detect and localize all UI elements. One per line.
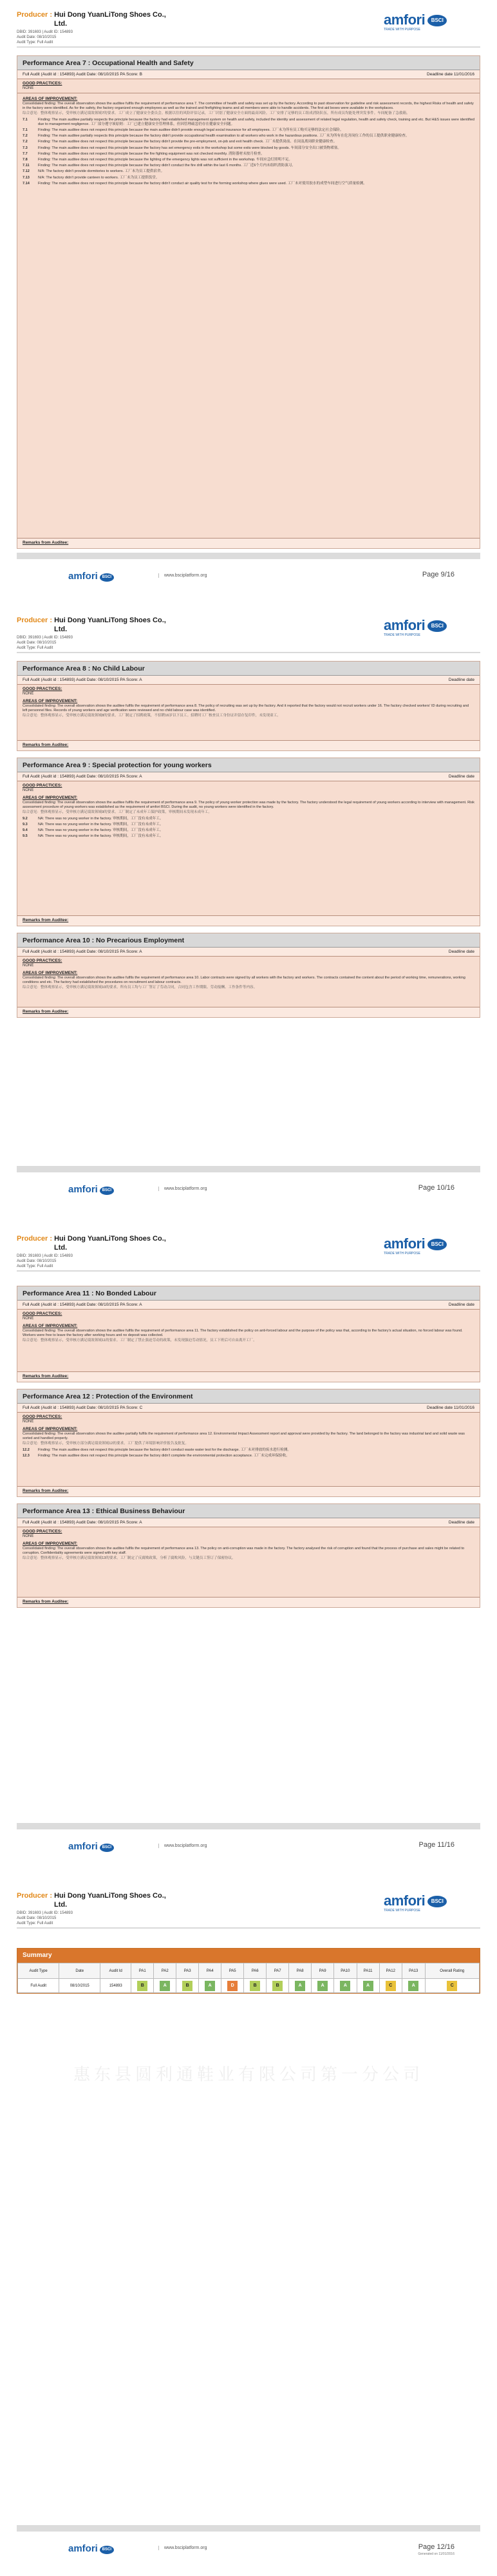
col-header: PA9 <box>312 1963 334 1979</box>
deadline-date: Deadline date 11/01/2016 <box>427 72 474 77</box>
deadline-date: Deadline date <box>448 678 474 682</box>
meta-line: DBID: 391693 | Audit ID: 154893 <box>17 1254 73 1258</box>
grade-badge: B <box>250 1981 260 1991</box>
finding-item <box>17 834 480 839</box>
section-title: Performance Area 7 : Occupational Health and Safety <box>17 56 480 70</box>
page-footer <box>17 553 480 593</box>
logo-tagline: TRADE WITH PURPOSE <box>384 1252 420 1255</box>
grade-badge: A <box>408 1981 418 1991</box>
footer-url[interactable]: www.bsciplatform.org <box>158 573 207 578</box>
producer-block <box>17 10 166 28</box>
audit-line: Full Audit (Audit id : 154893) Audit Date: 08/10/2015 PA Score: A <box>23 774 142 779</box>
finding-number: 7.8 <box>23 158 28 162</box>
col-header: PA11 <box>357 1963 379 1979</box>
producer-label: Producer : <box>17 616 53 624</box>
finding-number: 7.2 <box>23 140 28 144</box>
meta-line: Audit Type: Full Audit <box>17 1264 53 1268</box>
audit-meta <box>17 635 73 651</box>
deadline-date: Deadline date <box>448 949 474 954</box>
deadline-date: Deadline date <box>448 1520 474 1525</box>
consolidated-finding-cn: 综合意见：整体观察显示，受审核方满足绩效领域11的要求。工厂制定了禁止强迫劳动的政策，未发现强迫劳动情况，员工下班后可自由离开工厂。 <box>23 1339 257 1343</box>
footer-url[interactable]: www.bsciplatform.org <box>158 1187 207 1191</box>
finding-number: 9.4 <box>23 828 28 833</box>
finding-text: NA: There was no young worker in the factory. 审核期间，工厂没有未成年工。 <box>38 834 164 839</box>
report-header <box>17 1891 480 1929</box>
areas-label: AREAS OF IMPROVEMENT: <box>23 796 78 800</box>
cell-audit-type: Full Audit <box>18 1979 59 1993</box>
grade-badge: D <box>227 1981 238 1991</box>
cell-pa5 <box>221 1979 244 1993</box>
footer-logo-text: amfori <box>68 2543 98 2554</box>
meta-line: Audit Type: Full Audit <box>17 1922 53 1925</box>
finding-item <box>17 139 480 145</box>
cell-audit-id: 154893 <box>100 1979 131 1993</box>
bsci-badge: BSCI <box>427 1896 447 1907</box>
report-header <box>17 10 480 48</box>
section-title: Performance Area 12 : Protection of the Environment <box>17 1389 480 1404</box>
good-practices-label: GOOD PRACTICES: <box>23 687 62 691</box>
good-practices-value: NONE <box>23 1317 34 1321</box>
good-practices-value: NONE <box>23 86 34 90</box>
col-header: PA5 <box>221 1963 244 1979</box>
summary-heading: Summary <box>17 1949 480 1963</box>
meta-line: Audit Date: 08/10/2015 <box>17 35 57 39</box>
producer-label: Producer : <box>17 1892 53 1900</box>
finding-item <box>17 146 480 151</box>
logo-text: amfori <box>384 1236 426 1252</box>
finding-item <box>17 175 480 181</box>
finding-text: Finding: The main auditee does not respect this principle because the factory has set emergency exits in the workshop but some exits were blocked by goods. 车间部分安全出口被货物堵塞。 <box>38 146 341 150</box>
finding-item <box>17 128 480 133</box>
remarks-label: Remarks from Auditee: <box>17 538 480 548</box>
consolidated-finding-cn: 综合意见：整体观察显示，受审核方满足绩效领域13的要求。工厂制定了反腐败政策，分析了腐败风险，与关键员工签订了保密协议。 <box>23 1556 236 1561</box>
producer-block <box>17 1234 166 1252</box>
areas-label: AREAS OF IMPROVEMENT: <box>23 1541 78 1546</box>
summary-section <box>17 1948 480 1994</box>
consolidated-finding-cn: 综合意见：整体观察显示，受审核方满足绩效领域7的要求。工厂成立了健康安全委员会。根据以往的风险评估记录，工厂识别了健康安全方面的最高风险。工厂安排了足够的员工组成消防队伍，所有成员均能处理突发事件。车间配备了急救箱。 <box>23 111 410 116</box>
audit-row <box>17 70 480 79</box>
deadline-date: Deadline date <box>448 774 474 779</box>
finding-number: 9.5 <box>23 834 28 839</box>
finding-text: Finding: The main auditee partially respects this principle because the factory didn't provide occupational health examination to all workers who work in the hazardous positions. 工厂未为所有在危害岗位工作的员工提供职业健康检查。 <box>38 134 409 138</box>
finding-text: Finding: The main auditee does not respect this principle because the factory didn't conduct air quality test for the forming workshop where glues were used. 工厂未对使用胶水的成型车间进行空气质量检测。 <box>38 181 367 186</box>
consolidated-finding: Consolidated finding: The overall observation shows the auditee fulfils the requirement of performance area 8. The policy of recruiting was set up by the factory. And it reported that the factory would not recruit workers under 16. The factory checked workers' ID during recruiting and left personnel files. Records of young workers and age verification were reviewed and no child labour case was identified. <box>23 704 469 713</box>
section-pa9 <box>17 758 480 926</box>
cell-pa2 <box>154 1979 176 1993</box>
report-header <box>17 1234 480 1272</box>
col-header: PA8 <box>289 1963 312 1979</box>
remarks-label: Remarks from Auditee: <box>17 915 480 926</box>
deadline-date: Deadline date 11/01/2016 <box>427 1406 474 1410</box>
footer-logo <box>68 571 114 582</box>
meta-line: DBID: 391693 | Audit ID: 154893 <box>17 30 73 34</box>
finding-text: Finding: The main auditee does not respect this principle because the fire fighting equipment was not checked monthly. 消防器材未按月检查。 <box>38 151 265 156</box>
section-title: Performance Area 8 : No Child Labour <box>17 662 480 676</box>
finding-number: 7.12 <box>23 169 30 174</box>
good-practices-label: GOOD PRACTICES: <box>23 1312 62 1316</box>
grade-badge: A <box>317 1981 328 1991</box>
consolidated-finding-cn: 综合意见：整体观察显示，受审核方满足绩效领域8的要求。工厂制定了招聘政策，不招聘16岁以下员工。招聘时工厂核查员工身份证并留存复印件，未发现童工。 <box>23 714 281 718</box>
areas-label: AREAS OF IMPROVEMENT: <box>23 971 78 975</box>
cell-pa6 <box>244 1979 267 1993</box>
producer-name: Hui Dong YuanLiTong Shoes Co., <box>54 616 166 624</box>
cell-pa1 <box>131 1979 154 1993</box>
finding-number: 12.3 <box>23 1453 30 1458</box>
cell-date: 08/10/2015 <box>59 1979 100 1993</box>
finding-item <box>17 828 480 834</box>
finding-text: NA: There was no young worker in the factory. 审核期间，工厂没有未成年工。 <box>38 822 164 826</box>
footer-logo-text: amfori <box>68 571 98 582</box>
col-header: PA10 <box>334 1963 357 1979</box>
bsci-badge: BSCI <box>427 15 447 26</box>
producer-label: Producer : <box>17 1235 53 1243</box>
col-header: PA4 <box>199 1963 221 1979</box>
report-page-2 <box>0 606 497 1211</box>
section-pa8 <box>17 661 480 751</box>
footer-logo-text: amfori <box>68 1184 98 1195</box>
producer-label: Producer : <box>17 11 53 19</box>
remarks-label: Remarks from Auditee: <box>17 1486 480 1496</box>
grade-badge: C <box>386 1981 396 1991</box>
good-practices-label: GOOD PRACTICES: <box>23 81 62 86</box>
section-title: Performance Area 13 : Ethical Business Behaviour <box>17 1504 480 1518</box>
finding-text: Finding: The main auditee does not respect this principle because the main auditee didn't provide enough legal social insurance for all employees. 工厂未为所有员工购买足够的法定社会保险。 <box>38 128 344 133</box>
finding-number: 7.3 <box>23 146 28 150</box>
finding-number: 9.3 <box>23 822 28 826</box>
finding-item <box>17 163 480 169</box>
footer-bsci-badge: BSCI <box>100 1187 114 1195</box>
areas-label: AREAS OF IMPROVEMENT: <box>23 1324 78 1328</box>
col-header: PA3 <box>176 1963 199 1979</box>
producer-block <box>17 1891 166 1909</box>
consolidated-finding: Consolidated finding: The overall observation shows the auditee fulfils the requirement of performance area 9. The policy of young worker protection was made by the factory. The factory understood the legal requirement of young workers according to interview with management. Risk assessment procedure of young workers was established as the requirement of amfori BSCI. During the audit, no young workers were identified in the factory. <box>23 801 474 810</box>
cell-pa8 <box>289 1979 312 1993</box>
grade-badge: B <box>272 1981 283 1991</box>
audit-row <box>17 1301 480 1310</box>
col-header: PA1 <box>131 1963 154 1979</box>
summary-header-row <box>18 1963 480 1979</box>
cell-pa3 <box>176 1979 199 1993</box>
deadline-date: Deadline date <box>448 1302 474 1307</box>
finding-text: Finding: The main auditee does not respect this principle because the lighting of the emergency lights was not sufficient in the workshop. 车间应急灯照明不足。 <box>38 158 292 162</box>
cell-overall <box>425 1979 480 1993</box>
audit-row <box>17 676 480 685</box>
footer-bsci-badge: BSCI <box>100 573 114 582</box>
amfori-logo <box>384 12 480 33</box>
footer-logo <box>68 1841 114 1852</box>
footer-url[interactable]: www.bsciplatform.org <box>158 1844 207 1848</box>
logo-text: amfori <box>384 12 426 28</box>
meta-line: Audit Date: 08/10/2015 <box>17 641 57 645</box>
audit-line: Full Audit (Audit id : 154893) Audit Date: 08/10/2015 PA Score: A <box>23 949 142 954</box>
cell-pa4 <box>199 1979 221 1993</box>
cell-pa7 <box>267 1979 289 1993</box>
audit-line: Full Audit (Audit id : 154893) Audit Date: 08/10/2015 PA Score: B <box>23 72 142 77</box>
finding-number: 9.2 <box>23 816 28 821</box>
footer-logo-text: amfori <box>68 1841 98 1852</box>
good-practices-value: NONE <box>23 692 34 696</box>
footer-logo <box>68 2543 114 2554</box>
audit-meta <box>17 1254 73 1269</box>
finding-item <box>17 133 480 139</box>
finding-number: 7.13 <box>23 175 30 180</box>
producer-block <box>17 616 166 634</box>
good-practices-value: NONE <box>23 964 34 968</box>
logo-tagline: TRADE WITH PURPOSE <box>384 1909 420 1913</box>
watermark: 惠东县圆利通鞋业有限公司第一分公司 <box>73 2065 424 2085</box>
finding-number: 7.14 <box>23 181 30 186</box>
col-header: PA13 <box>402 1963 425 1979</box>
col-header: PA2 <box>154 1963 176 1979</box>
logo-text: amfori <box>384 617 426 633</box>
logo-tagline: TRADE WITH PURPOSE <box>384 633 420 637</box>
grade-badge: A <box>363 1981 373 1991</box>
finding-item <box>17 151 480 157</box>
audit-row <box>17 1518 480 1527</box>
remarks-label: Remarks from Auditee: <box>17 740 480 750</box>
consolidated-finding: Consolidated finding: The overall observation shows the auditee fulfils the requirement of performance area 13. The policy on anti-corruption was made in the factory. The factory analysed the risk of corruption and found that the process of purchase and sales might be related to corruption. Confidentiality agreements were signed with key staff. <box>23 1547 465 1556</box>
consolidated-finding-cn: 综合意见：整体观察显示，受审核方满足绩效领域9的要求。工厂制定了未成年工保护政策，审核期间未发现未成年工。 <box>23 810 212 815</box>
page-number: Page 9/16 <box>422 571 455 578</box>
report-page-3 <box>0 1224 497 1868</box>
logo-tagline: TRADE WITH PURPOSE <box>384 28 420 32</box>
col-header: Overall Rating <box>425 1963 480 1979</box>
remarks-label: Remarks from Auditee: <box>17 1007 480 1017</box>
overall-grade-badge: C <box>447 1981 457 1991</box>
page-footer <box>17 1823 480 1863</box>
areas-label: AREAS OF IMPROVEMENT: <box>23 1427 78 1431</box>
audit-row <box>17 1404 480 1413</box>
good-practices-label: GOOD PRACTICES: <box>23 1415 62 1419</box>
findings-list <box>17 117 480 187</box>
page-footer <box>17 1166 480 1206</box>
bsci-badge: BSCI <box>427 620 447 632</box>
finding-item <box>17 181 480 187</box>
meta-line: Audit Type: Full Audit <box>17 41 53 44</box>
report-page-4 <box>0 1881 497 2576</box>
section-pa11 <box>17 1286 480 1382</box>
amfori-logo <box>384 617 480 639</box>
section-pa13 <box>17 1503 480 1608</box>
finding-item <box>17 1447 480 1453</box>
grade-badge: A <box>160 1981 170 1991</box>
producer-name: Hui Dong YuanLiTong Shoes Co., <box>54 11 166 19</box>
meta-line: Audit Date: 08/10/2015 <box>17 1259 57 1263</box>
consolidated-finding: Consolidated finding: The overall observation shows the auditee partially fulfils the requirement of performance area 12. Environmental Impact Assessment report and approval were provided by the factory. The land belonged to the factory was industrial land and solid waste was sorted and handled properly. <box>23 1432 465 1441</box>
consolidated-finding: Consolidated finding: The overall observation shows the auditee fulfils the requirement of performance area 11. The factory established the policy on anti-forced labour and the purpose of the policy was that, according to the factory's actual situation, no forced labour was found. Workers were free to leave the factory after working hours and no deposit was collected. <box>23 1329 463 1338</box>
audit-line: Full Audit (Audit id : 154893) Audit Date: 08/10/2015 PA Score: C <box>23 1406 143 1410</box>
col-header: Audit Type <box>18 1963 59 1979</box>
page-number: Page 12/16 <box>418 2543 455 2551</box>
finding-number: 7.1 <box>23 117 28 122</box>
meta-line: DBID: 391693 | Audit ID: 154893 <box>17 1911 73 1915</box>
footer-logo <box>68 1184 114 1195</box>
grade-badge: A <box>295 1981 305 1991</box>
finding-text: NA: There was no young worker in the factory. 审核期间，工厂没有未成年工。 <box>38 828 164 833</box>
finding-text: Finding: The main auditee does not respect this principle because the factory didn't complete the environmental protection acceptance. 工厂未完成环保验收。 <box>38 1453 290 1458</box>
cell-pa10 <box>334 1979 357 1993</box>
section-pa7 <box>17 55 480 549</box>
audit-line: Full Audit (Audit id : 154893) Audit Date: 08/10/2015 PA Score: A <box>23 678 142 682</box>
consolidated-finding: Consolidated finding: The overall observation shows the auditee fulfils the requirement of performance area 10. Labor contracts were signed by all workers with the factory and workers. The contracts contained the content about the period of working time, remunerations, working conditions and etc. The factory had established the procedures on recruitment and labour contracts. <box>23 976 465 985</box>
footer-bsci-badge: BSCI <box>100 1844 114 1852</box>
finding-text: Finding: The main auditee does not respect this principle because the factory didn't conduct the fire drill within the last 6 months. 工厂近6个月内未组织消防演习。 <box>38 164 295 168</box>
page-footer <box>17 2525 480 2565</box>
amfori-logo <box>384 1236 480 1257</box>
col-header: PA7 <box>267 1963 289 1979</box>
finding-item <box>17 816 480 822</box>
finding-item <box>17 169 480 175</box>
producer-name-cont: Ltd. <box>54 625 68 633</box>
report-header <box>17 616 480 653</box>
page-number: Page 10/16 <box>418 1184 455 1192</box>
remarks-label: Remarks from Auditee: <box>17 1597 480 1607</box>
grade-badge: A <box>205 1981 215 1991</box>
meta-line: Audit Type: Full Audit <box>17 646 53 650</box>
audit-meta <box>17 30 73 45</box>
finding-number: 7.2 <box>23 134 28 138</box>
finding-item <box>17 117 480 128</box>
finding-item <box>17 822 480 828</box>
audit-meta <box>17 1911 73 1926</box>
finding-text: N/A: The factory didn't provide canteen to workers. 工厂未为员工提供饭堂。 <box>38 175 160 180</box>
audit-line: Full Audit (Audit id : 154893) Audit Date: 08/10/2015 PA Score: A <box>23 1302 142 1307</box>
grade-badge: A <box>340 1981 350 1991</box>
amfori-logo <box>384 1893 480 1914</box>
section-title: Performance Area 11 : No Bonded Labour <box>17 1286 480 1301</box>
logo-text: amfori <box>384 1893 426 1909</box>
good-practices-label: GOOD PRACTICES: <box>23 959 62 963</box>
cell-pa13 <box>402 1979 425 1993</box>
good-practices-label: GOOD PRACTICES: <box>23 783 62 788</box>
producer-name-cont: Ltd. <box>54 1244 68 1252</box>
finding-number: 12.2 <box>23 1447 30 1452</box>
finding-number: 7.1 <box>23 128 28 133</box>
col-header: PA6 <box>244 1963 267 1979</box>
bsci-badge: BSCI <box>427 1239 447 1250</box>
areas-label: AREAS OF IMPROVEMENT: <box>23 699 78 703</box>
cell-pa9 <box>312 1979 334 1993</box>
footer-url[interactable]: www.bsciplatform.org <box>158 2546 207 2550</box>
producer-name: Hui Dong YuanLiTong Shoes Co., <box>54 1235 166 1243</box>
section-pa10 <box>17 933 480 1018</box>
meta-line: Audit Date: 08/10/2015 <box>17 1916 57 1920</box>
producer-name: Hui Dong YuanLiTong Shoes Co., <box>54 1892 166 1900</box>
producer-name-cont: Ltd. <box>54 1901 68 1909</box>
grade-badge: B <box>182 1981 192 1991</box>
report-page-1 <box>0 0 497 593</box>
areas-label: AREAS OF IMPROVEMENT: <box>23 97 78 101</box>
col-header: Date <box>59 1963 100 1979</box>
finding-text: Finding: The main auditee partially respects the principle because the factory had established management system on health and safety, included the identity and assessment of related legal regulation, health and safety check, training and etc. But H&S issues were identified due to management negligence. 工厂部分遵守该原则：工厂已建立健康安全管理体系，但因管理疏忽仍存在健康安全问题。 <box>38 117 474 126</box>
producer-name-cont: Ltd. <box>54 20 68 28</box>
finding-text: Finding: The main auditee does not respect this principle because the factory didn't conduct waste water test for the discharge. 工厂未对排放的废水进行检测。 <box>38 1447 292 1452</box>
footer-bsci-badge: BSCI <box>100 2546 114 2554</box>
cell-pa12 <box>379 1979 402 1993</box>
finding-number: 7.11 <box>23 164 30 168</box>
good-practices-value: NONE <box>23 1534 34 1538</box>
section-title: Performance Area 9 : Special protection for young workers <box>17 758 480 772</box>
section-title: Performance Area 10 : No Precarious Employment <box>17 933 480 948</box>
consolidated-finding: Consolidated finding: The overall observation shows the auditee fulfils the requirement of performance area 7. The committee of health and safety was set up by the factory. According to past observation for guideline and risk assessment records, the highest Risks of health and safety in the factory were identified. As for the safety, the factory organized enough employees as well as the trained and firefighting teams and all members were able to handle accidents. The first aid boxes were available in the workplaces. <box>23 102 474 111</box>
consolidated-finding-cn: 综合意见：整体观察显示，受审核方满足绩效领域10的要求。所有员工均与工厂签订了劳动合同，合同包含工作期限、劳动报酬、工作条件等内容。 <box>23 986 258 990</box>
grade-badge: B <box>137 1981 147 1991</box>
finding-item <box>17 157 480 163</box>
audit-row <box>17 772 480 781</box>
col-header: PA12 <box>379 1963 402 1979</box>
summary-table <box>17 1963 480 1993</box>
page-number: Page 11/16 <box>418 1841 455 1849</box>
section-pa12 <box>17 1389 480 1497</box>
meta-line: DBID: 391693 | Audit ID: 154893 <box>17 636 73 640</box>
col-header: Audit Id <box>100 1963 131 1979</box>
remarks-label: Remarks from Auditee: <box>17 1371 480 1382</box>
finding-text: Finding: The main auditee does not respect this principle because the factory didn't provide the pre-employment, on-job and exit health check. 工厂未提供岗前、在岗及离岗职业健康检查。 <box>38 140 337 144</box>
good-practices-value: NONE <box>23 788 34 792</box>
summary-row <box>18 1979 480 1993</box>
finding-number: 7.7 <box>23 151 28 156</box>
good-practices-label: GOOD PRACTICES: <box>23 1529 62 1534</box>
finding-item <box>17 1453 480 1459</box>
consolidated-finding-cn: 综合意见：整体观察显示，受审核方部分满足绩效领域12的要求。工厂提供了环境影响评价报告及批复。 <box>23 1442 189 1446</box>
good-practices-value: NONE <box>23 1420 34 1424</box>
generated-date: Generated on 11/01/2016 <box>418 2552 455 2556</box>
finding-text: NA: There was no young worker in the factory. 审核期间，工厂没有未成年工。 <box>38 816 164 821</box>
audit-row <box>17 948 480 957</box>
audit-line: Full Audit (Audit id : 154893) Audit Date: 08/10/2015 PA Score: A <box>23 1520 142 1525</box>
finding-text: N/A: The factory didn't provide dormitories to workers. 工厂未为员工提供宿舍。 <box>38 169 165 174</box>
cell-pa11 <box>357 1979 379 1993</box>
